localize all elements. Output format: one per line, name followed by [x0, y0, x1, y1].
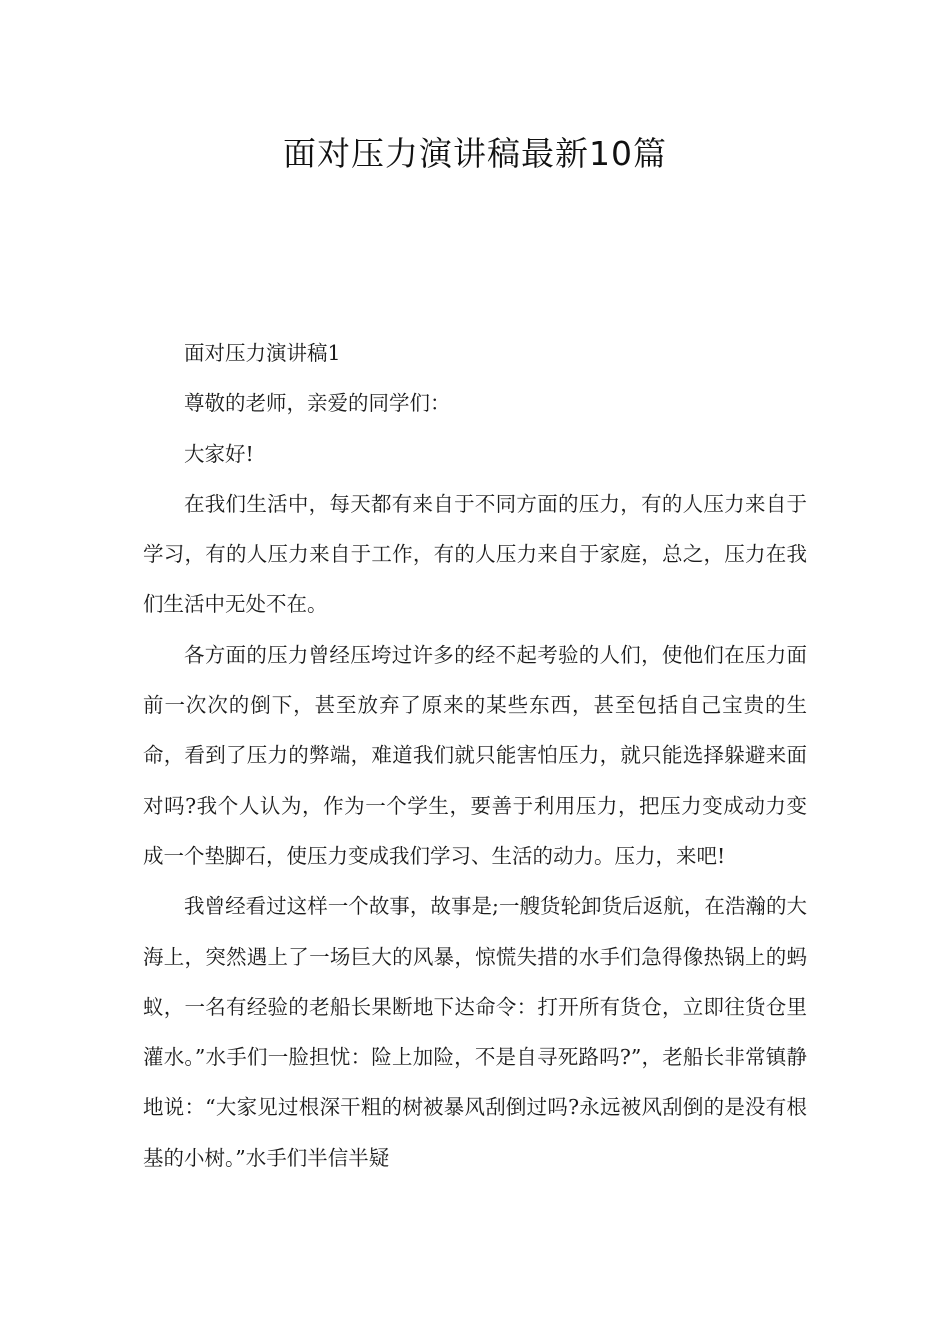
paragraph: 在我们生活中，每天都有来自于不同方面的压力，有的人压力来自于学习，有的人压力来自于工作，有的人压力来自于家庭，总之，压力在我们生活中无处不在。: [143, 491, 807, 617]
document-body: [143, 328, 807, 1183]
document-title: 面对压力演讲稿最新10篇: [283, 134, 667, 173]
paragraph: 各方面的压力曾经压垮过许多的经不起考验的人们，使他们在压力面前一次次的倒下，甚至放弃了原来的某些东西，甚至包括自己宝贵的生命，看到了压力的弊端，难道我们就只能害怕压力，就只能选择躲避来面对吗?我个人认为，作为一个学生，要善于利用压力，把压力变成动力变成一个垫脚石，使压力变成我们学习、生活的动力。压力，来吧!: [143, 642, 807, 868]
section-heading: 面对压力演讲稿1: [184, 341, 341, 365]
salutation: 尊敬的老师，亲爱的同学们：: [184, 391, 451, 416]
paragraph: 我曾经看过这样一个故事，故事是;一艘货轮卸货后返航，在浩瀚的大海上，突然遇上了一场巨大的风暴，惊慌失措的水手们急得像热锅上的蚂蚁，一名有经验的老船长果断地下达命令：打开所有货仓，立即往货仓里灌水。”水手们一脸担忧：险上加险，不是自寻死路吗?”，老船长非常镇静地说：“大家见过根深干粗的树被暴风刮倒过吗?永远被风刮倒的是没有根基的小树。”水手们半信半疑: [143, 894, 807, 1170]
greeting: 大家好!: [184, 441, 254, 466]
